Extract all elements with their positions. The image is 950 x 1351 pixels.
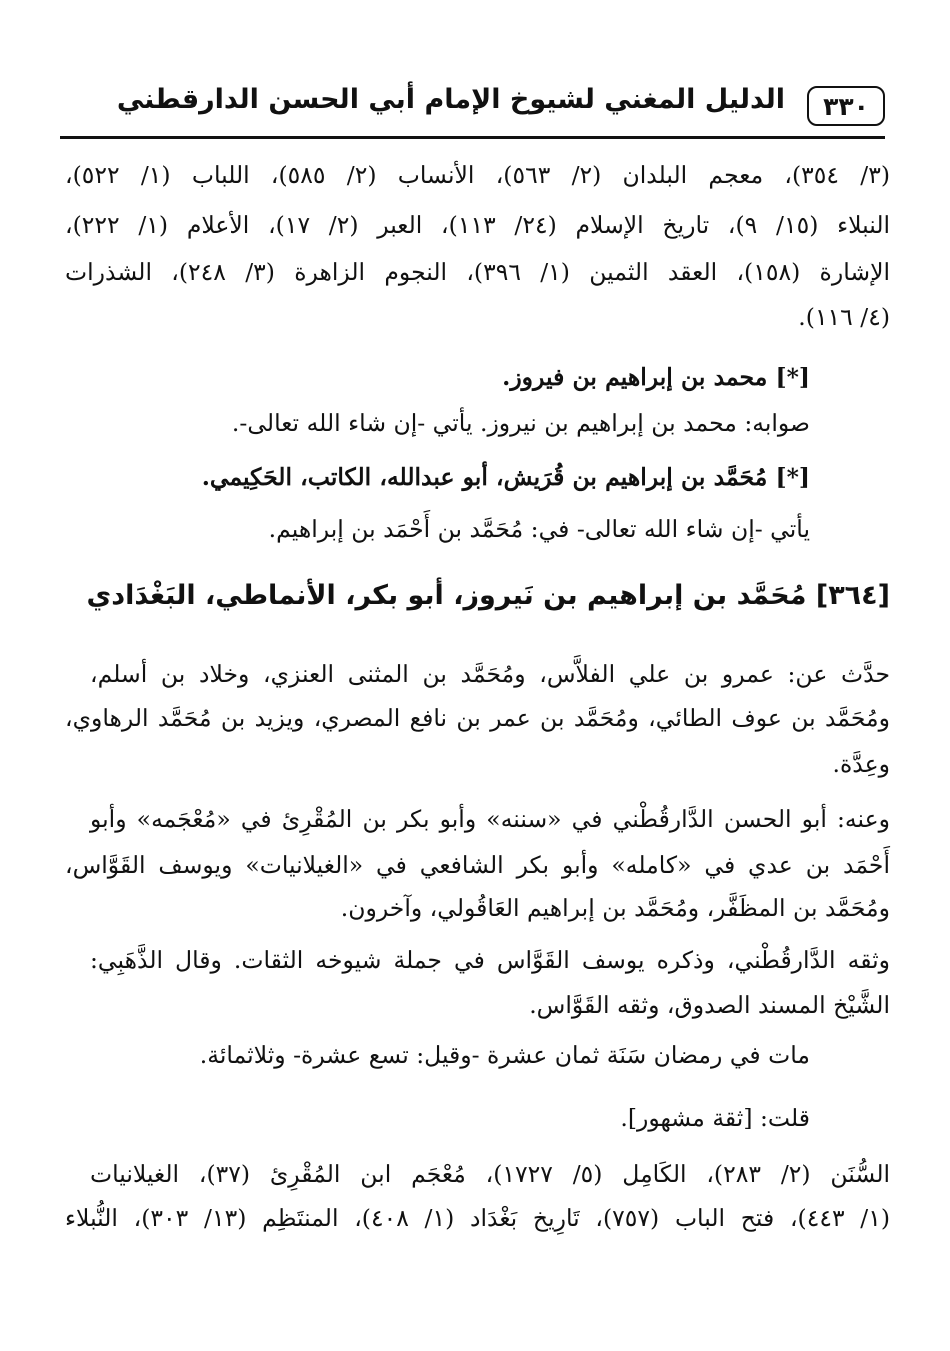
entry-note: صوابه: محمد بن إبراهيم بن نيروز. يأتي -إن شاء الله تعالى-.: [231, 409, 810, 437]
grading-line: وثقه الدَّارقُطْني، وذكره يوسف القَوَّاس في جملة شيوخه الثقات. وقال الذَّهَبِي:: [90, 946, 890, 974]
death-date: مات في رمضان سَنَة ثمان عشرة -وقيل: تسع عشرة- وثلاثمائة.: [199, 1041, 810, 1069]
entry-note: يأتي -إن شاء الله تعالى- في: مُحَمَّد بن أَحْمَد بن إبراهيم.: [268, 515, 810, 543]
students-line: وعنه: أبو الحسن الدَّارقُطْني في «سننه» وأبو بكر بن المُقْرِئ في «مُعْجَمه» وأبو: [90, 805, 890, 833]
teachers-line: ومُحَمَّد بن عوف الطائي، ومُحَمَّد بن عمر بن نافع المصري، ويزيد بن مُحَمَّد الرهاوي،: [65, 704, 890, 732]
teachers-line: وعِدَّة.: [832, 750, 890, 778]
page-number-text: ٣٣٠: [823, 91, 869, 121]
reference-line: (٤/ ١١٦).: [798, 303, 890, 331]
teachers-line: حدَّث عن: عمرو بن علي الفلاَّس، ومُحَمَّد بن المثنى العنزي، وخلاد بن أسلم،: [90, 660, 890, 688]
entry-name: [*] مُحَمَّد بن إبراهيم بن قُرَيش، أبو عبدالله، الكاتب، الحَكِيمي.: [201, 463, 810, 491]
page-number: [807, 86, 885, 126]
reference-line: الإشارة (١٥٨)، العقد الثمين (١/ ٣٩٦)، النجوم الزاهرة (٣/ ٢٤٨)، الشذرات: [65, 258, 891, 286]
page-header: [60, 82, 885, 132]
running-title: الدليل المغني لشيوخ الإمام أبي الحسن الدارقطني: [116, 84, 785, 115]
reference-line: (٣/ ٣٥٤)، معجم البلدان (٢/ ٥٦٣)، الأنساب (٢/ ٥٨٥)، اللباب (١/ ٥٢٢)،: [65, 161, 890, 189]
reference-line: النبلاء (١٥/ ٩)، تاريخ الإسلام (٢٤/ ١١٣)، العبر (٢/ ١٧)، الأعلام (١/ ٢٢٢)،: [65, 211, 891, 239]
header-divider: [60, 136, 885, 139]
entry-name: [*] محمد بن إبراهيم بن فيروز.: [502, 363, 810, 391]
students-line: ومُحَمَّد بن المظَفَّر، ومُحَمَّد بن إبراهيم العَاقُولي، وآخرون.: [340, 894, 890, 922]
author-verdict: قلت: [ثقة مشهور].: [620, 1104, 810, 1132]
sources-line: (١/ ٤٤٣)، فتح الباب (٧٥٧)، تَارِيخ بَغْدَاد (١/ ٤٠٨)، المنتَظِم (١٣/ ٣٠٣)، النُّبلاء: [65, 1204, 891, 1232]
sources-line: السُّنَن (٢/ ٢٨٣)، الكَامِل (٥/ ١٧٢٧)، مُعْجَم ابن المُقْرِئ (٣٧)، الغيلانيات: [90, 1160, 891, 1188]
grading-line: الشَّيْخ المسند الصدوق، وثقه القَوَّاس.: [529, 991, 890, 1019]
students-line: أَحْمَد بن عدي في «كامله» وأبو بكر الشافعي في «الغيلانيات» ويوسف القَوَّاس،: [65, 851, 890, 879]
biography-heading: [٣٦٤] مُحَمَّد بن إبراهيم بن نَيروز، أبو بكر، الأنماطي، البَغْدَادي: [86, 580, 890, 611]
